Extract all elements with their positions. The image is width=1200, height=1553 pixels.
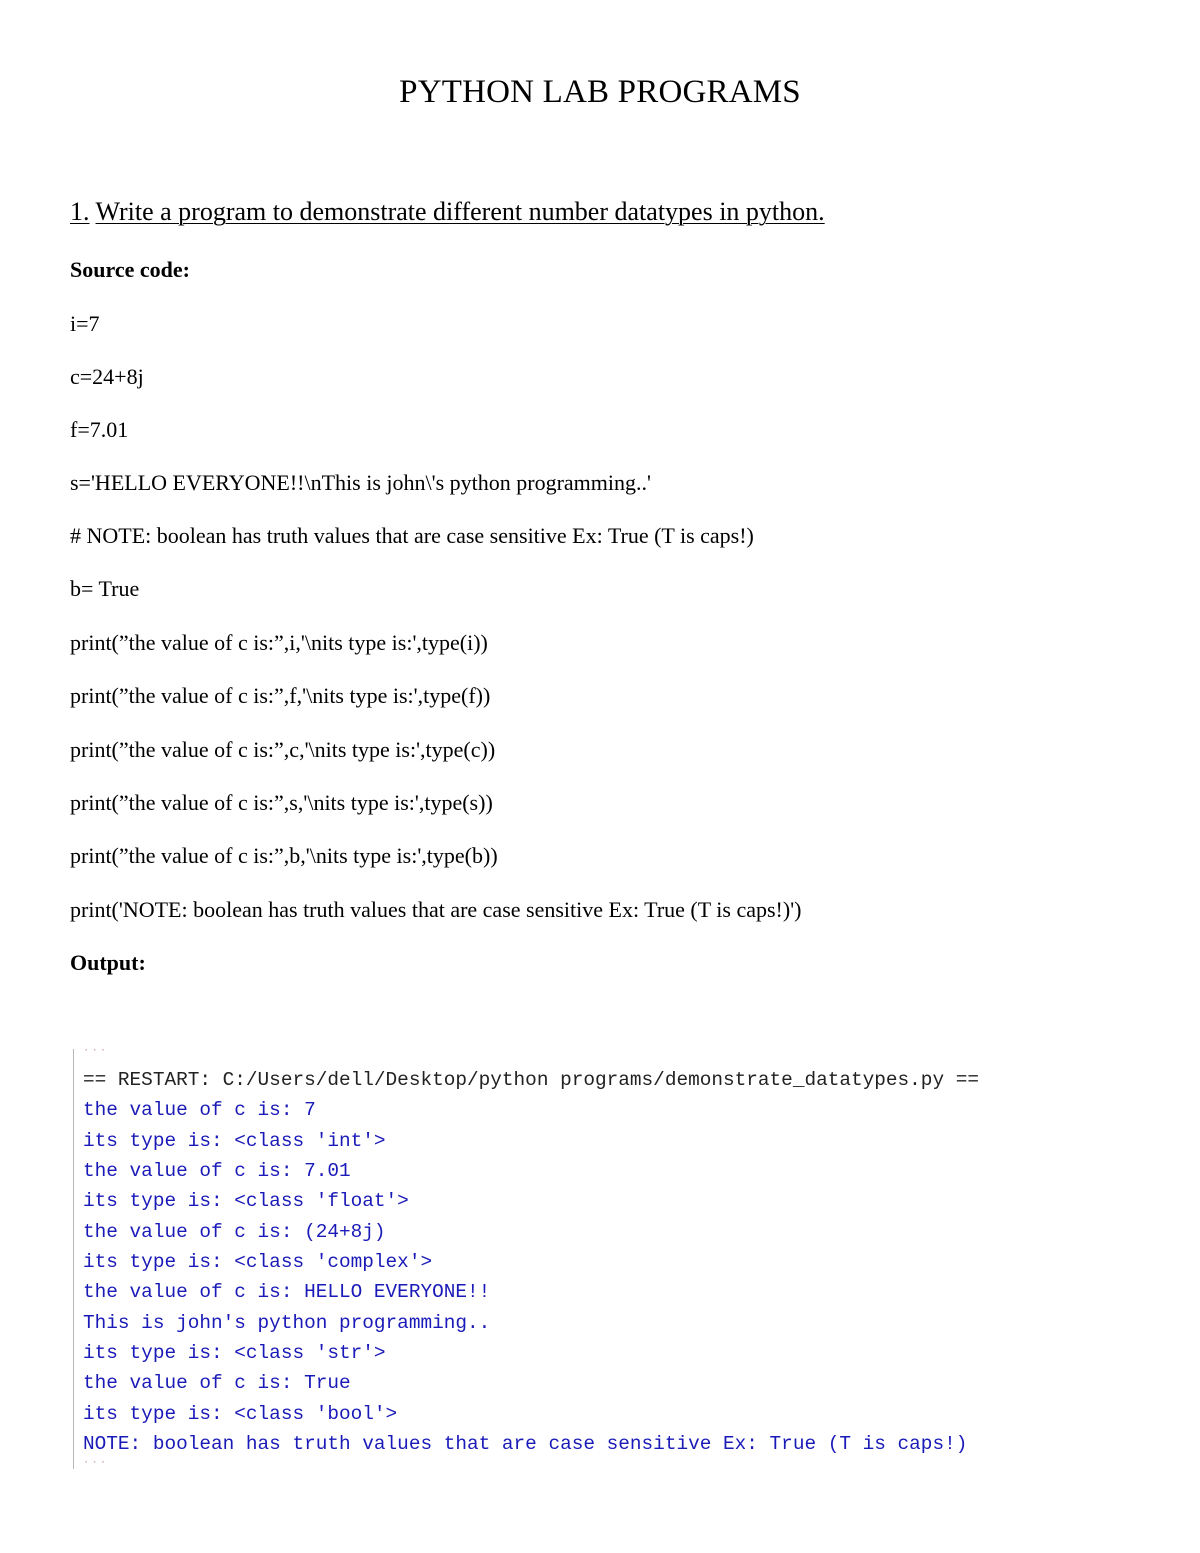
code-comment-line: # NOTE: boolean has truth values that are case sensitive Ex: True (T is caps!) — [70, 523, 754, 548]
question-number: 1. — [70, 197, 90, 226]
console-output-line: its type is: <class 'complex'> — [83, 1251, 433, 1273]
source-code-label: Source code: — [70, 257, 190, 282]
code-line: print(”the value of c is:”,b,'\nits type is:',type(b)) — [70, 843, 498, 868]
console-output-line: the value of c is: 7.01 — [83, 1160, 351, 1182]
console-output-line: This is john's python programming.. — [83, 1312, 491, 1334]
code-line: c=24+8j — [70, 364, 144, 389]
console-output-line: its type is: <class 'int'> — [83, 1130, 386, 1152]
console-output-line: the value of c is: (24+8j) — [83, 1221, 386, 1243]
prompt-dots-bottom: ˙˙˙ — [82, 1460, 108, 1476]
code-line: b= True — [70, 576, 140, 601]
console-output-line: its type is: <class 'str'> — [83, 1342, 386, 1364]
code-line: f=7.01 — [70, 417, 129, 442]
output-label: Output: — [70, 950, 146, 975]
shell-output-screenshot — [73, 1048, 979, 1476]
page-title: PYTHON LAB PROGRAMS — [399, 74, 801, 110]
prompt-dots-top: ˙˙˙ — [82, 1048, 108, 1064]
code-line: print(”the value of c is:”,c,'\nits type is:',type(c)) — [70, 737, 496, 762]
console-output-line: the value of c is: 7 — [83, 1099, 316, 1121]
code-line: i=7 — [70, 311, 100, 336]
console-output-line: the value of c is: True — [83, 1372, 351, 1394]
console-output-line: its type is: <class 'float'> — [83, 1190, 409, 1212]
question-text: Write a program to demonstrate different number datatypes in python. — [95, 197, 825, 226]
code-line: print('NOTE: boolean has truth values that are case sensitive Ex: True (T is caps!)') — [70, 897, 802, 922]
code-line: print(”the value of c is:”,i,'\nits type is:',type(i)) — [70, 630, 488, 655]
console-output-line: the value of c is: HELLO EVERYONE!! — [83, 1281, 491, 1303]
question-heading — [70, 196, 825, 228]
code-line: print(”the value of c is:”,s,'\nits type is:',type(s)) — [70, 790, 493, 815]
code-line: s='HELLO EVERYONE!!\nThis is john\'s python programming..' — [70, 470, 651, 495]
console-output-line: NOTE: boolean has truth values that are case sensitive Ex: True (T is caps!) — [83, 1433, 968, 1455]
restart-line: == RESTART: C:/Users/dell/Desktop/python programs/demonstrate_datatypes.py == — [83, 1069, 979, 1091]
console-output-line: its type is: <class 'bool'> — [83, 1403, 398, 1425]
code-line: print(”the value of c is:”,f,'\nits type is:',type(f)) — [70, 683, 491, 708]
